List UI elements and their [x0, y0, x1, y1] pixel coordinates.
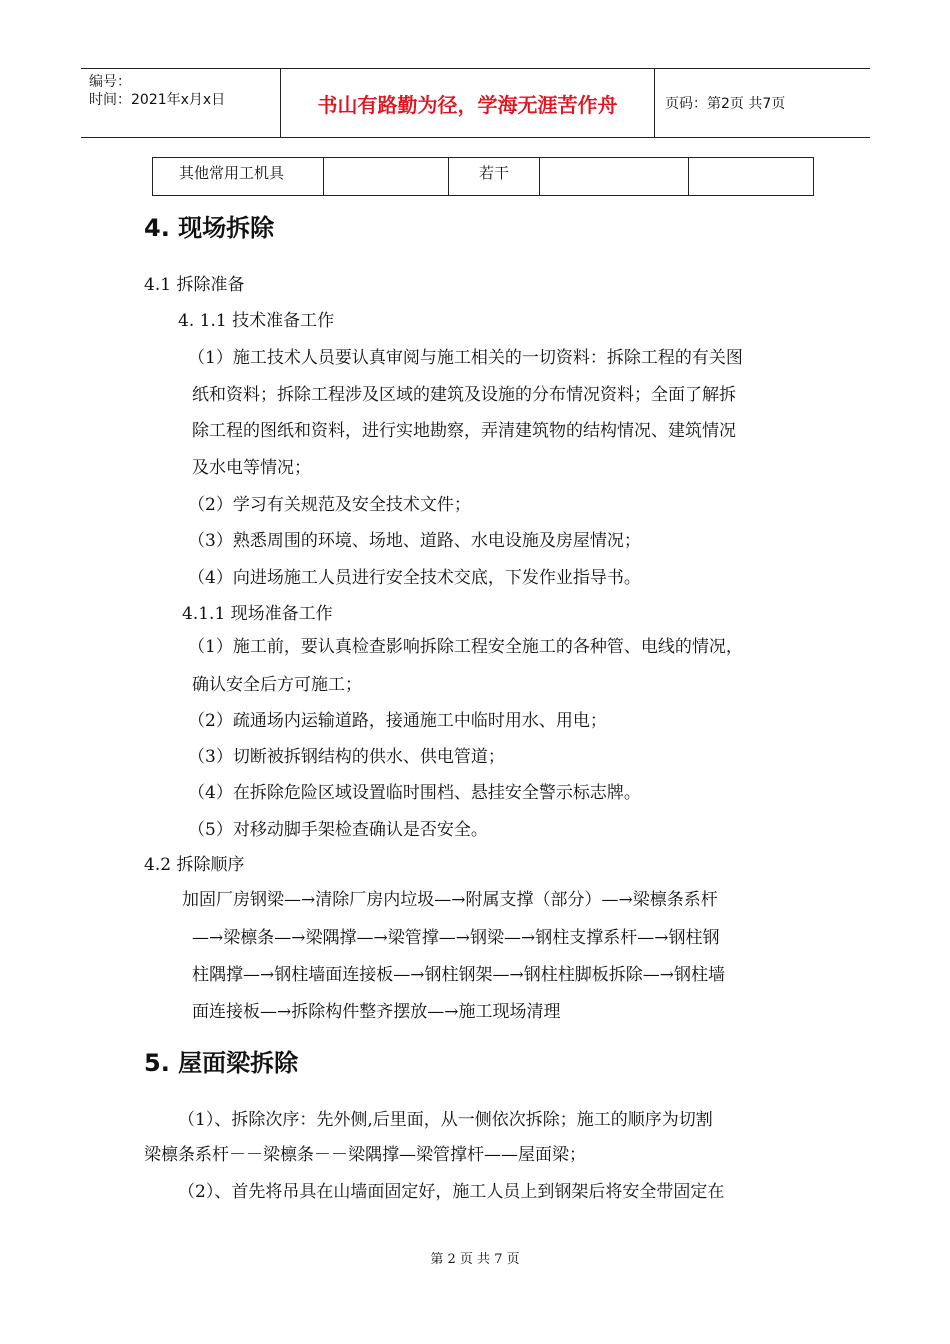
- header-page-info: 页码：第2页 共7页: [665, 96, 786, 112]
- paragraph-line: （4）在拆除危险区域设置临时围档、悬挂安全警示标志牌。: [188, 783, 641, 803]
- table-cell: 其他常用工机具: [153, 158, 324, 196]
- paragraph-line: （1）施工技术人员要认真审阅与施工相关的一切资料：拆除工程的有关图: [188, 348, 743, 368]
- header-motto: 书山有路勤为径，学海无涯苦作舟: [281, 69, 655, 137]
- subsection-heading: 4.1 拆除准备: [144, 275, 245, 295]
- table-cell: [324, 158, 449, 196]
- paragraph-line: 除工程的图纸和资料，进行实地勘察，弄清建筑物的结构情况、建筑情况: [192, 421, 736, 441]
- paragraph-line: （4）向进场施工人员进行安全技术交底，下发作业指导书。: [188, 568, 641, 588]
- paragraph-line: （2）疏通场内运输道路，接通施工中临时用水、用电；: [188, 711, 607, 731]
- paragraph-line: —→梁檩条—→梁隅撑—→梁管撑—→钢梁—→钢柱支撑系杆—→钢柱钢: [192, 928, 720, 948]
- paragraph-line: 纸和资料；拆除工程涉及区域的建筑及设施的分布情况资料；全面了解拆: [192, 385, 736, 405]
- paragraph-line: 梁檩条系杆－－梁檩条－－梁隅撑—梁管撑杆——屋面梁；: [144, 1145, 586, 1165]
- paragraph-line: （2）学习有关规范及安全技术文件；: [188, 495, 471, 515]
- subsection-heading: 4.2 拆除顺序: [144, 855, 245, 875]
- paragraph-line: （3）熟悉周围的环境、场地、道路、水电设施及房屋情况；: [188, 531, 641, 551]
- paragraph-line: 加固厂房钢梁—→清除厂房内垃圾—→附属支撑（部分）—→梁檩条系杆: [182, 890, 718, 910]
- page-footer: 第 2 页 共 7 页: [430, 1252, 520, 1267]
- doc-number-label: 编号：: [89, 74, 131, 90]
- section-heading-4: 4. 现场拆除: [144, 214, 275, 242]
- tools-table: [152, 157, 814, 196]
- paragraph-line: （3）切断被拆钢结构的供水、供电管道；: [188, 747, 505, 767]
- paragraph-line: 确认安全后方可施工；: [192, 675, 362, 695]
- header-meta: [81, 69, 281, 137]
- paragraph-line: （1）施工前，要认真检查影响拆除工程安全施工的各种管、电线的情况，: [188, 637, 743, 657]
- paragraph-line: 及水电等情况；: [192, 458, 311, 478]
- paragraph-line: （5）对移动脚手架检查确认是否安全。: [188, 820, 488, 840]
- page-header: [81, 68, 870, 138]
- subsection-heading: 4. 1.1 技术准备工作: [178, 311, 335, 331]
- section-heading-5: 5. 屋面梁拆除: [144, 1049, 299, 1077]
- subsection-heading: 4.1.1 现场准备工作: [182, 604, 333, 624]
- table-cell: [540, 158, 689, 196]
- paragraph-line: 面连接板—→拆除构件整齐摆放—→施工现场清理: [192, 1002, 561, 1022]
- table-cell: 若干: [449, 158, 540, 196]
- paragraph-line: （1）、拆除次序：先外侧,后里面，从一侧依次拆除；施工的顺序为切割: [178, 1110, 713, 1130]
- paragraph-line: 柱隅撑—→钢柱墙面连接板—→钢柱钢架—→钢柱柱脚板拆除—→钢柱墙: [192, 965, 725, 985]
- doc-time-label: 时间：2021年x月x日: [89, 92, 226, 108]
- table-row: [153, 158, 814, 196]
- paragraph-line: （2）、首先将吊具在山墙面固定好，施工人员上到钢架后将安全带固定在: [178, 1182, 725, 1202]
- table-cell: [689, 158, 814, 196]
